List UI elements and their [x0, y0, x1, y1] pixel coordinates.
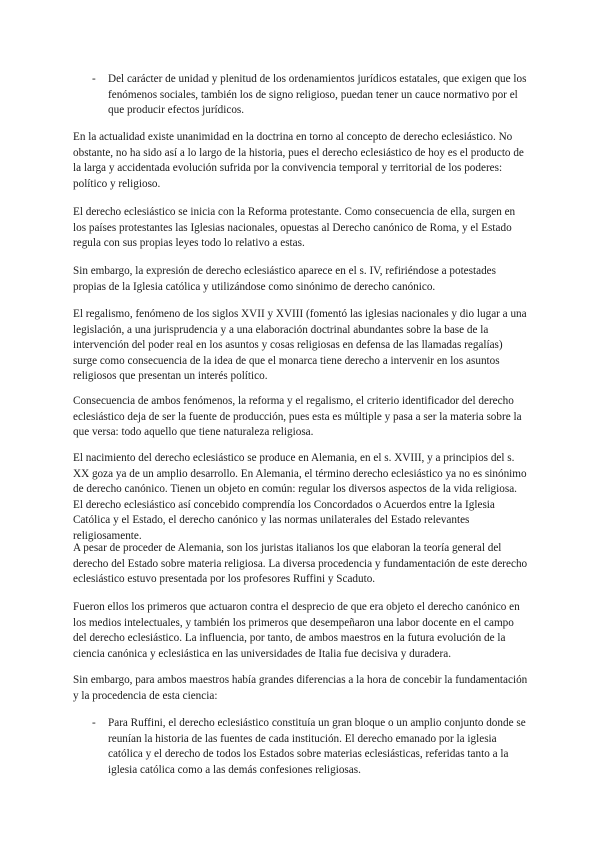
paragraph-concepto: En la actualidad existe unanimidad en la doctrina en torno al concepto de derecho eclesiástico. No obstante, no ha sido así a lo largo de la historia, pues el derecho eclesiástico de hoy es el producto de la larga y accidentada evolución sufrida por la convivencia temporal y territorial de los poderes: político y religioso.: [73, 131, 524, 190]
paragraph-reforma: El derecho eclesiástico se inicia con la Reforma protestante. Como consecuencia de ella, surgen en los países protestantes las Iglesias nacionales, opuestas al Derecho canónico de Roma, y el Estado regula con sus propias leyes todo lo relativo a estas.: [73, 206, 516, 250]
bullet-dash: -: [92, 717, 96, 729]
list-item-ruffini: [92, 716, 528, 778]
list-item-text: Del carácter de unidad y plenitud de los ordenamientos jurídicos estatales, que exigen que los fenómenos sociales, también los de signo religioso, puedan tener un cauce normativo por el que producir efectos jurídicos.: [108, 73, 527, 117]
bullet-dash: -: [92, 73, 96, 85]
paragraph-nacimiento: El nacimiento del derecho eclesiástico se produce en Alemania, en el s. XVIII, y a principios del s. XX goza ya de un amplio desarrollo. En Alemania, el término derecho eclesiástico ya no es sinónimo de derecho canónico. Tienen un objeto en común: regular los diversos aspectos de la vida religiosa. El derecho eclesiástico así concebido comprendía los Concordados o Acuerdos entre la Iglesia Católica y el Estado, el derecho canónico y las normas unilaterales del Estado relevantes religiosamente.: [73, 452, 527, 542]
list-item-ordenamientos: [92, 72, 528, 119]
paragraph-alemania: A pesar de proceder de Alemania, son los juristas italianos los que elaboran la teoría general del derecho del Estado sobre materia religiosa. La diversa procedencia y fundamentación de este derecho eclesiástico estuvo presentada por los profesores Ruffini y Scaduto.: [73, 542, 528, 586]
paragraph-consecuencia: Consecuencia de ambos fenómenos, la reforma y el regalismo, el criterio identificador del derecho eclesiástico deja de ser la fuente de producción, pues esta es múltiple y pasa a ser la materia sobre la que versa: todo aquello que tiene naturaleza religiosa.: [73, 395, 522, 439]
paragraph-expresion: Sin embargo, la expresión de derecho eclesiástico aparece en el s. IV, refiriéndose a potestades propias de la Iglesia católica y utilizándose como sinónimo de derecho canónico.: [73, 265, 496, 293]
paragraph-primeros: Fueron ellos los primeros que actuaron contra el desprecio de que era objeto el derecho canónico en los medios intelectuales, y también los primeros que desempeñaron una labor docente en el campo del derecho eclesiástico. La influencia, por tanto, de ambos maestros en la futura evolución de la ciencia canónica y eclesiástica en las universidades de Italia fue decisiva y duradera.: [73, 601, 520, 660]
paragraph-diferencias: Sin embargo, para ambos maestros había grandes diferencias a la hora de concebir la fundamentación y la procedencia de esta ciencia:: [73, 674, 528, 702]
list-item-text: Para Ruffini, el derecho eclesiástico constituía un gran bloque o un amplio conjunto donde se reunían la historia de las fuentes de cada institución. El derecho emanado por la iglesia católica y el derecho de todos los Estados sobre materias eclesiásticas, referidas tanto a la iglesia católica como a las demás confesiones religiosas.: [108, 717, 526, 776]
paragraph-regalismo: El regalismo, fenómeno de los siglos XVII y XVIII (fomentó las iglesias nacionales y dio lugar a una legislación, a una jurisprudencia y a una elaboración doctrinal abundantes sobre la base de la intervención del poder real en los asuntos y cosas religiosas en defensa de las llamadas regalías) surge como consecuencia de la idea de que el monarca tiene derecho a intervenir en los asuntos religiosos que presentan un interés político.: [73, 308, 527, 383]
